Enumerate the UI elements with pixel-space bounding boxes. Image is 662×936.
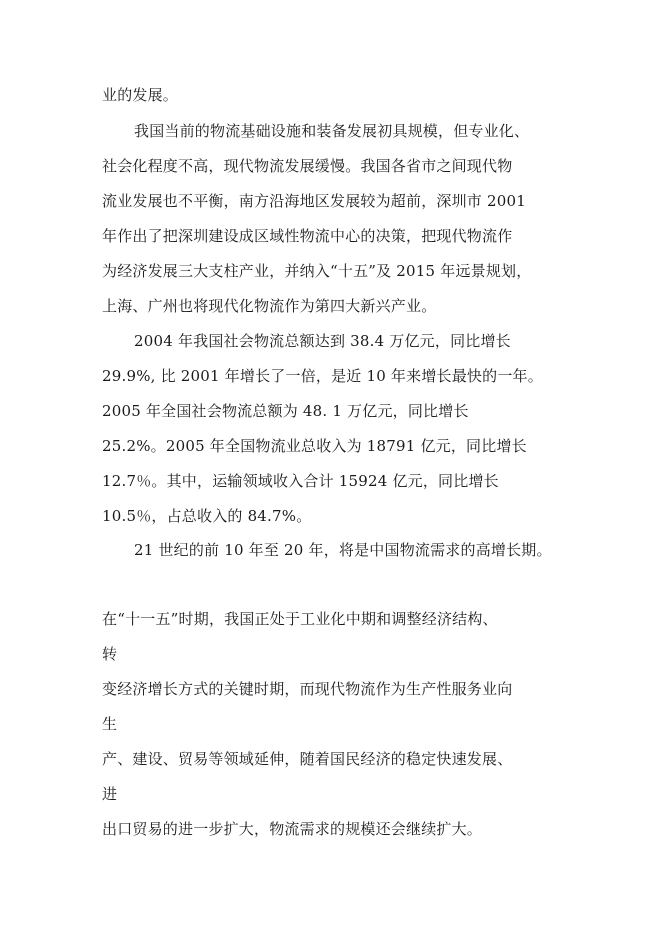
text-line: 出口贸易的进一步扩大，物流需求的规模还会继续扩大。 <box>102 820 483 838</box>
text-line: 进 <box>102 785 118 803</box>
text-line: 25.2%。2005 年全国物流业总收入为 18791 亿元，同比增长 <box>102 437 527 455</box>
text-line: 为经济发展三大支柱产业，并纳入“十五”及 2015 年远景规划， <box>102 262 532 280</box>
text-line: 我国当前的物流基础设施和装备发展初具规模，但专业化、 <box>134 122 530 140</box>
text-line: 流业发展也不平衡，南方沿海地区发展较为超前，深圳市 2001 <box>102 192 526 210</box>
text-line: 变经济增长方式的关键时期，而现代物流作为生产性服务业向 <box>102 680 513 698</box>
text-line: 2005 年全国社会物流总额为 48. 1 万亿元，同比增长 <box>102 402 469 420</box>
text-line: 在“十一五”时期，我国正处于工业化中期和调整经济结构、 <box>102 610 498 628</box>
text-line: 上海、广州也将现代化物流作为第四大新兴产业。 <box>102 297 437 315</box>
text-line: 10.5％，占总收入的 84.7%。 <box>102 507 312 525</box>
text-line: 产、建设、贸易等领域延伸，随着国民经济的稳定快速发展、 <box>102 750 513 768</box>
text-line: 29.9%, 比 2001 年增长了一倍，是近 10 年来增长最快的一年。 <box>102 367 543 385</box>
text-line: 12.7％。其中，运输领域收入合计 15924 亿元，同比增长 <box>102 472 499 490</box>
text-line: 生 <box>102 715 118 733</box>
text-line: 社会化程度不高，现代物流发展缓慢。我国各省市之间现代物 <box>102 157 513 175</box>
text-line: 业的发展。 <box>102 86 179 104</box>
text-line: 年作出了把深圳建设成区域性物流中心的决策，把现代物流作 <box>102 227 513 245</box>
text-line: 2004 年我国社会物流总额达到 38.4 万亿元，同比增长 <box>134 332 511 350</box>
text-line: 21 世纪的前 10 年至 20 年，将是中国物流需求的高增长期。 <box>134 541 552 559</box>
text-line: 转 <box>102 645 118 663</box>
